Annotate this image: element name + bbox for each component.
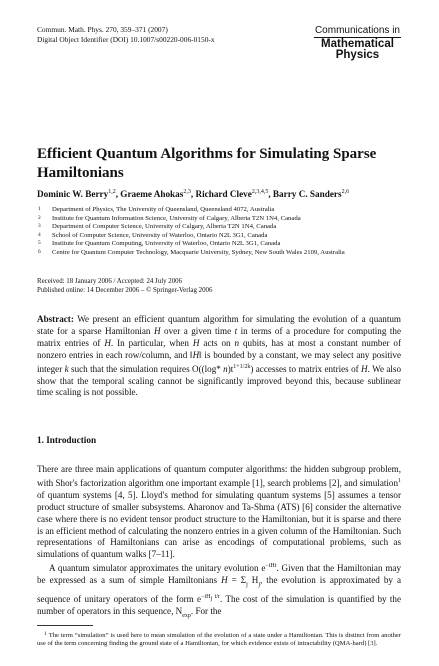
affiliation-item (37, 215, 399, 224)
paper-title: Efficient Quantum Algorithms for Simulating Sparse Hamiltonians (37, 146, 377, 181)
affiliation-item (37, 249, 399, 258)
page-header (37, 25, 401, 65)
affiliation-number: 3 (38, 223, 41, 229)
published-date: Published online: 14 December 2006 – © Springer-Verlag 2006 (37, 287, 213, 294)
footnote (37, 630, 401, 649)
citation-block (37, 25, 215, 45)
publication-dates (37, 277, 399, 295)
affiliation-item (37, 223, 399, 232)
journal-citation: Commun. Math. Phys. 270, 359–371 (2007) (37, 25, 168, 34)
affiliation-text: Institute for Quantum Computing, University of Waterloo, Ontario N2L 3G1, Canada (52, 240, 281, 247)
affiliation-item (37, 206, 399, 215)
journal-name-line2: Mathematical (321, 38, 394, 50)
journal-name-line3: Physics (335, 49, 380, 61)
affiliation-item (37, 232, 399, 241)
doi-line: Digital Object Identifier (DOI) 10.1007/s00220-006-0150-x (37, 35, 215, 44)
affiliation-number: 5 (38, 240, 41, 246)
author-list: Dominic W. Berry$^{1,2}$, Graeme Ahokas$^{2,3}$, Richard Cleve$^{2,3,4,5}$, Barry C. Sanders$^{2,6}$ (37, 189, 350, 200)
affiliation-text: Department of Computer Science, University of Calgary, Alberta T2N 1N4, Canada (52, 223, 277, 230)
affiliation-item (37, 240, 399, 249)
abstract-label: Abstract: (37, 314, 74, 324)
affiliation-number: 6 (38, 248, 41, 255)
abstract-text: We present an efficient quantum algorithm for simulating the evolution of a quantum state for a sparse Hamiltonian H over a given time t in terms of a procedure for computing the matrix entries of H. In particular, when H acts on n qubits, has at most a constant number of nonzero entries in each row/column, and ‖H‖ is bounded by a constant, we may select any positive integer k such that the simulation requires O((log* $n)t^{1+1/2k}$) accesses to matrix entries of H. We also show that the temporal scaling cannot be significantly improved beyond this, because sublinear time scaling is not possible. (37, 314, 402, 398)
affiliation-text: Department of Physics, The University of Queensland, Queensland 4072, Australia (52, 206, 275, 213)
received-date: Received: 18 January 2006 / Accepted: 24 July 2006 (37, 278, 183, 285)
footnote-number: 1 (44, 631, 47, 637)
body-text (37, 464, 401, 623)
abstract (37, 314, 401, 399)
affiliation-number: 1 (38, 206, 41, 212)
affiliation-text: Centre for Quantum Computer Technology, Macquarie University, Sydney, New South Wales 2109, Australia (52, 248, 345, 256)
body-paragraph: There are three main applications of quantum computer algorithms: the hidden subgroup problem, with Shor's factorization algorithm one important example [1], search problems [2], and simulation$^1$ of quantum systems [4, 5]. Lloyd's method for simulating quantum systems [5] assumes a tensor product structure of smaller subsystems. Aharonov and Ta-Shma (ATS) [6] consider the alternative case where there is no evident tensor product structure to the Hamiltonian, but it is sparse and there is an efficient method of calculating the nonzero entries in a given column of the Hamiltonian. Such representations of Hamiltonians can arise as encodings of computational problems, such as simulations of quantum walks [7–11]. (37, 464, 401, 560)
journal-logo (314, 25, 401, 61)
footnote-rule (37, 625, 93, 626)
affiliation-text: School of Computer Science, University of Waterloo, Ontario N2L 3G1, Canada (52, 231, 268, 239)
section-heading: 1. Introduction (37, 435, 97, 445)
body-paragraph: A quantum simulator approximates the unitary evolution $e^{-iHt}$. Given that the Hamiltonian may be expressed as a sum of simple Hamiltonians $H = \Sigma_j$ $H_j$, the evolution is approximated by a sequence of unitary operators of the form $e^{-iH_j t/r}$. The cost of the simulation is quantified by the number of operators in this sequence, $N_{exp}$. For the (37, 563, 401, 619)
affiliation-text: Institute for Quantum Information Science, University of Calgary, Alberta T2N 1N4, Canada (52, 214, 301, 222)
footnote-text: The term “simulation” is used here to mean simulation of the evolution of a state under a Hamiltonian. This is distinct from another use of the term concerning finding the ground state of a Hamiltonian, for which evidence exists of intractability (QMA-hard) [3]. (37, 632, 401, 648)
affiliation-list (37, 206, 399, 257)
journal-name-line1: Communications in (314, 25, 400, 36)
affiliation-number: 4 (38, 231, 41, 238)
affiliation-number: 2 (38, 214, 41, 221)
